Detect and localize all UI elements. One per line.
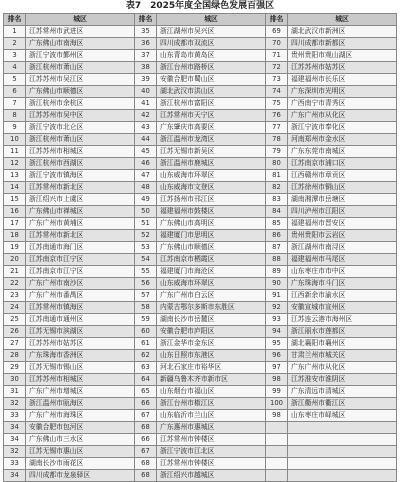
rank-cell: 75 (266, 98, 288, 110)
district-cell: 山东威海市环翠区 (157, 170, 266, 182)
rank-cell: 46 (135, 158, 157, 170)
district-cell: 广东佛山市禅城区 (26, 206, 135, 218)
district-cell: 河北石家庄市裕华区 (157, 362, 266, 374)
rank-cell: 61 (135, 338, 157, 350)
district-cell: 广东广州市从化区 (288, 110, 397, 122)
table-row (4, 290, 397, 302)
rank-cell: 3 (4, 50, 26, 62)
district-cell: 江苏苏州市姑苏区 (288, 62, 397, 74)
district-cell: 浙江台州市椒江区 (157, 398, 266, 410)
rank-cell: 87 (266, 242, 288, 254)
rank-cell: 35 (135, 26, 157, 38)
rank-cell: 29 (4, 362, 26, 374)
rank-cell (266, 458, 288, 470)
rank-cell: 19 (4, 242, 26, 254)
rank-cell: 72 (266, 62, 288, 74)
table-row (4, 194, 397, 206)
district-cell: 江西新余市渝水区 (288, 290, 397, 302)
district-cell: 江苏无锡市滨湖区 (26, 326, 135, 338)
table-row (4, 134, 397, 146)
district-cell: 广东广州市海珠区 (26, 410, 135, 422)
rank-cell (266, 470, 288, 482)
district-cell: 江苏扬州市邗江区 (157, 194, 266, 206)
rank-cell: 20 (4, 254, 26, 266)
district-cell: 广东惠州市惠城区 (157, 422, 266, 434)
table-row (4, 434, 397, 446)
table-row (4, 122, 397, 134)
rank-cell: 13 (4, 170, 26, 182)
table-row (4, 158, 397, 170)
district-cell: 浙江温州市瓯海区 (26, 398, 135, 410)
rank-cell: 1 (4, 26, 26, 38)
rank-cell (266, 434, 288, 446)
rank-cell: 22 (4, 278, 26, 290)
district-cell: 广东珠海市香洲区 (26, 350, 135, 362)
rank-cell: 71 (266, 50, 288, 62)
rank-cell: 49 (135, 194, 157, 206)
district-cell: 山东威海市文登区 (157, 182, 266, 194)
rank-cell: 44 (135, 134, 157, 146)
rank-cell: 32 (4, 446, 26, 458)
table-row (4, 278, 397, 290)
district-cell: 江苏南通市海门区 (26, 242, 135, 254)
rank-cell: 9 (4, 122, 26, 134)
district-cell: 江苏南京市栖霞区 (157, 254, 266, 266)
district-cell: 湖北武汉市洪山区 (157, 86, 266, 98)
rank-cell: 93 (266, 314, 288, 326)
district-cell: 江苏淮安市淮阴区 (288, 374, 397, 386)
district-cell: 广东广州市从化区 (288, 362, 397, 374)
rank-cell: 40 (135, 86, 157, 98)
district-cell: 江苏连云港市海州区 (288, 314, 397, 326)
rank-cell (266, 446, 288, 458)
rank-cell: 70 (266, 38, 288, 50)
rank-cell: 17 (4, 218, 26, 230)
district-cell: 浙江宁波市北仑区 (26, 122, 135, 134)
district-cell: 安徽合肥市蜀山区 (157, 74, 266, 86)
table-header-row (4, 14, 397, 26)
district-cell: 江苏苏州市相城区 (26, 146, 135, 158)
rank-cell: 78 (266, 134, 288, 146)
district-cell: 广东广州市番禺区 (26, 290, 135, 302)
table-row (4, 302, 397, 314)
district-cell: 江苏无锡市新吴区 (157, 146, 266, 158)
table-row (4, 182, 397, 194)
rank-cell: 80 (266, 158, 288, 170)
district-cell: 广东广州市南沙区 (26, 278, 135, 290)
rank-cell: 25 (4, 314, 26, 326)
district-cell: 浙江宁波市鄞州区 (26, 50, 135, 62)
rank-cell: 11 (4, 146, 26, 158)
rank-cell: 98 (266, 374, 288, 386)
rank-cell: 41 (135, 98, 157, 110)
table-row (4, 218, 397, 230)
district-cell: 广东珠海市斗门区 (288, 278, 397, 290)
rank-cell: 67 (135, 410, 157, 422)
rank-cell: 55 (135, 266, 157, 278)
rank-cell: 33 (4, 458, 26, 470)
district-cell: 湖南湘潭市岳塘区 (288, 194, 397, 206)
table-row (4, 110, 397, 122)
rank-cell: 10 (4, 134, 26, 146)
district-cell: 广东佛山市顺德区 (26, 86, 135, 98)
district-cell: 福建厦门市思明区 (157, 230, 266, 242)
district-cell: 福建福州市马尾区 (288, 254, 397, 266)
table-row (4, 38, 397, 50)
district-cell: 湖南长沙市岳麓区 (157, 314, 266, 326)
district-cell: 新疆乌鲁木齐市新市区 (157, 374, 266, 386)
district-cell: 广东广州市白云区 (157, 290, 266, 302)
district-cell: 浙江宁波市奉化区 (288, 122, 397, 134)
district-cell (288, 422, 397, 434)
rank-cell: 81 (266, 170, 288, 182)
district-cell: 四川成都市新都区 (288, 38, 397, 50)
district-cell: 江苏南京市江宁区 (26, 266, 135, 278)
rank-cell: 18 (4, 230, 26, 242)
district-cell: 四川成都市龙泉驿区 (26, 470, 135, 482)
table-row (4, 470, 397, 482)
table-row (4, 26, 397, 38)
rank-cell: 68 (135, 470, 157, 482)
district-cell: 江苏常州市新北区 (26, 182, 135, 194)
district-cell: 浙江杭州市余杭区 (26, 98, 135, 110)
rank-cell: 65 (135, 386, 157, 398)
rank-cell: 95 (266, 338, 288, 350)
rank-cell: 57 (135, 290, 157, 302)
district-cell: 福建厦门市海沧区 (157, 266, 266, 278)
rank-cell: 27 (4, 338, 26, 350)
district-cell (288, 458, 397, 470)
district-cell: 浙江杭州市萧山区 (26, 134, 135, 146)
rank-cell: 16 (4, 206, 26, 218)
rank-cell: 2 (4, 38, 26, 50)
rank-cell: 74 (266, 86, 288, 98)
rank-cell: 15 (4, 194, 26, 206)
district-cell: 浙江杭州市萧山区 (26, 62, 135, 74)
rank-cell: 36 (135, 38, 157, 50)
table-row (4, 458, 397, 470)
rank-cell: 100 (266, 398, 288, 410)
rank-cell: 89 (266, 266, 288, 278)
district-cell: 江苏常州市镇海区 (26, 302, 135, 314)
rank-cell: 86 (266, 230, 288, 242)
rank-cell: 79 (266, 146, 288, 158)
district-cell: 甘肃兰州市城关区 (288, 350, 397, 362)
rank-cell: 60 (135, 326, 157, 338)
district-header: 城区 (157, 14, 266, 26)
green-development-ranking-table (3, 13, 397, 482)
table-title: 表7 2025年度全国绿色发展百强区 (125, 1, 275, 11)
rank-cell: 77 (266, 122, 288, 134)
rank-cell: 59 (135, 314, 157, 326)
district-cell: 江苏常州市新北区 (26, 230, 135, 242)
rank-cell: 56 (135, 278, 157, 290)
rank-cell: 6 (4, 86, 26, 98)
rank-cell: 97 (266, 362, 288, 374)
district-cell: 江苏常州市钟楼区 (157, 434, 266, 446)
district-cell: 广东佛山市高明区 (157, 218, 266, 230)
rank-cell: 84 (266, 206, 288, 218)
district-cell (288, 434, 397, 446)
table-row (4, 326, 397, 338)
district-cell: 浙江湖州市南浔区 (288, 242, 397, 254)
rank-header: 排名 (4, 14, 26, 26)
table-row (4, 374, 397, 386)
district-cell: 浙江金华市金东区 (157, 338, 266, 350)
rank-cell: 12 (4, 158, 26, 170)
table-row (4, 86, 397, 98)
rank-cell: 91 (266, 290, 288, 302)
rank-cell: 52 (135, 230, 157, 242)
rank-cell: 21 (4, 266, 26, 278)
district-cell: 山东青岛市黄岛区 (157, 50, 266, 62)
rank-cell: 7 (4, 98, 26, 110)
district-cell: 广东深圳市光明区 (288, 86, 397, 98)
rank-cell: 31 (4, 386, 26, 398)
district-cell: 山东枣庄市峄城区 (288, 410, 397, 422)
rank-cell: 94 (266, 326, 288, 338)
district-cell: 广东肇庆市高要区 (157, 122, 266, 134)
rank-cell: 14 (4, 182, 26, 194)
table-row (4, 398, 397, 410)
rank-cell: 64 (135, 374, 157, 386)
district-header: 城区 (288, 14, 397, 26)
rank-cell: 99 (266, 386, 288, 398)
district-cell: 江苏苏州市吴中区 (26, 110, 135, 122)
district-cell: 安徽合肥市庐阳区 (157, 326, 266, 338)
table-row (4, 206, 397, 218)
rank-cell: 32 (4, 398, 26, 410)
district-cell: 湖南长沙市雨花区 (26, 458, 135, 470)
district-cell: 江苏苏州市姑苏区 (26, 338, 135, 350)
table-row (4, 230, 397, 242)
district-cell: 福建福州市长乐区 (288, 74, 397, 86)
rank-cell: 76 (266, 110, 288, 122)
rank-cell: 69 (266, 26, 288, 38)
district-cell: 浙江温州市龙湾区 (157, 134, 266, 146)
table-row (4, 74, 397, 86)
district-cell: 浙江绍兴市越城区 (157, 470, 266, 482)
rank-cell: 39 (135, 74, 157, 86)
table-row (4, 50, 397, 62)
district-cell: 山东日照市东港区 (157, 350, 266, 362)
district-cell: 广东佛山市三水区 (26, 434, 135, 446)
rank-cell: 85 (266, 218, 288, 230)
rank-cell: 28 (4, 350, 26, 362)
district-cell: 江苏常州市天宁区 (157, 110, 266, 122)
rank-cell: 24 (4, 302, 26, 314)
rank-cell: 45 (135, 146, 157, 158)
table-row (4, 422, 397, 434)
rank-cell: 68 (135, 422, 157, 434)
district-cell: 江苏苏州市相城区 (26, 374, 135, 386)
rank-cell: 42 (135, 110, 157, 122)
district-cell: 福建福州市晋安区 (288, 218, 397, 230)
rank-cell: 90 (266, 278, 288, 290)
district-cell: 浙江丽水市莲都区 (288, 326, 397, 338)
district-cell: 江苏无锡市锡山区 (26, 362, 135, 374)
rank-cell: 54 (135, 254, 157, 266)
district-cell: 四川成都市双流区 (157, 38, 266, 50)
district-cell: 广东佛山市顺德区 (157, 242, 266, 254)
district-cell: 浙江杭州市富阳区 (157, 98, 266, 110)
district-cell: 浙江杭州市西湖区 (26, 158, 135, 170)
district-cell: 山东枣庄市市中区 (288, 266, 397, 278)
district-cell: 广东佛山市南海区 (26, 38, 135, 50)
rank-cell: 34 (4, 434, 26, 446)
table-row (4, 62, 397, 74)
district-cell: 浙江台州市路桥区 (157, 62, 266, 74)
district-cell: 广东广州市增城区 (26, 386, 135, 398)
district-cell: 四川泸州市江阳区 (288, 206, 397, 218)
table-row (4, 146, 397, 158)
table-row (4, 266, 397, 278)
district-cell: 山东临沂市兰山区 (157, 410, 266, 422)
table-row (4, 446, 397, 458)
district-cell: 湖北武汉市新洲区 (288, 26, 397, 38)
district-cell: 贵州贵阳市云岩区 (288, 230, 397, 242)
rank-cell: 23 (4, 290, 26, 302)
rank-header: 排名 (135, 14, 157, 26)
rank-cell: 47 (135, 170, 157, 182)
table-body (4, 26, 397, 482)
district-cell: 贵州贵阳市观山湖区 (288, 50, 397, 62)
table-row (4, 314, 397, 326)
rank-cell: 98 (266, 410, 288, 422)
rank-cell: 88 (266, 254, 288, 266)
rank-cell: 8 (4, 110, 26, 122)
district-cell: 浙江衢州市衢江区 (288, 398, 397, 410)
table-row (4, 410, 397, 422)
rank-cell: 5 (4, 74, 26, 86)
rank-cell: 37 (135, 50, 157, 62)
district-cell: 江苏常州市钟楼区 (157, 458, 266, 470)
district-cell: 山东威海市环翠区 (157, 278, 266, 290)
district-cell: 广东清远市清城区 (288, 386, 397, 398)
rank-cell: 38 (135, 62, 157, 74)
district-cell: 江苏南京市浦口区 (288, 158, 397, 170)
rank-cell: 53 (135, 242, 157, 254)
district-cell (288, 446, 397, 458)
table-row (4, 98, 397, 110)
rank-cell: 4 (4, 62, 26, 74)
district-cell: 湖北襄阳市襄州区 (288, 338, 397, 350)
rank-cell: 82 (266, 182, 288, 194)
rank-cell: 96 (266, 350, 288, 362)
rank-cell: 73 (266, 74, 288, 86)
rank-cell: 66 (135, 434, 157, 446)
table-row (4, 170, 397, 182)
rank-cell: 83 (266, 194, 288, 206)
rank-cell: 33 (4, 410, 26, 422)
rank-header: 排名 (266, 14, 288, 26)
district-cell: 江苏南通市通州区 (26, 314, 135, 326)
district-cell: 浙江绍兴市上虞区 (26, 194, 135, 206)
rank-cell (266, 422, 288, 434)
table-row (4, 350, 397, 362)
district-cell: 江苏南京市江宁区 (26, 254, 135, 266)
district-cell: 江苏常州市武进区 (26, 26, 135, 38)
district-cell: 浙江温州市鹿城区 (157, 158, 266, 170)
table-row (4, 254, 397, 266)
district-cell (288, 470, 397, 482)
district-cell: 山东烟台市福山区 (157, 386, 266, 398)
rank-cell: 50 (135, 206, 157, 218)
rank-cell: 68 (135, 458, 157, 470)
district-cell: 广西南宁市青秀区 (288, 98, 397, 110)
rank-cell: 62 (135, 350, 157, 362)
table-row (4, 338, 397, 350)
rank-cell: 51 (135, 218, 157, 230)
district-cell: 广东广州市黄埔区 (26, 218, 135, 230)
district-cell: 江西赣州市章贡区 (288, 170, 397, 182)
district-cell: 江苏徐州市铜山区 (288, 182, 397, 194)
rank-cell: 63 (135, 362, 157, 374)
table-row (4, 242, 397, 254)
table-row (4, 386, 397, 398)
table-row (4, 362, 397, 374)
district-cell: 江苏苏州市吴江区 (26, 74, 135, 86)
rank-cell: 26 (4, 326, 26, 338)
district-cell: 浙江宁波市江北区 (157, 446, 266, 458)
district-cell: 福建福州市鼓楼区 (157, 206, 266, 218)
district-cell: 河南郑州市金水区 (288, 134, 397, 146)
district-cell: 浙江湖州市吴兴区 (157, 26, 266, 38)
district-header: 城区 (26, 14, 135, 26)
rank-cell: 58 (135, 302, 157, 314)
rank-cell: 92 (266, 302, 288, 314)
rank-cell: 34 (4, 470, 26, 482)
rank-cell: 34 (4, 422, 26, 434)
district-cell: 安徽宣城市宣州区 (288, 302, 397, 314)
rank-cell: 66 (135, 398, 157, 410)
rank-cell: 43 (135, 122, 157, 134)
rank-cell: 67 (135, 446, 157, 458)
district-cell: 广东东莞市南城区 (288, 146, 397, 158)
district-cell: 内蒙古鄂尔多斯市东胜区 (157, 302, 266, 314)
district-cell: 安徽合肥市包河区 (26, 422, 135, 434)
district-cell: 江苏无锡市惠山区 (26, 446, 135, 458)
rank-cell: 48 (135, 182, 157, 194)
district-cell: 浙江宁波市镇海区 (26, 170, 135, 182)
rank-cell: 30 (4, 374, 26, 386)
